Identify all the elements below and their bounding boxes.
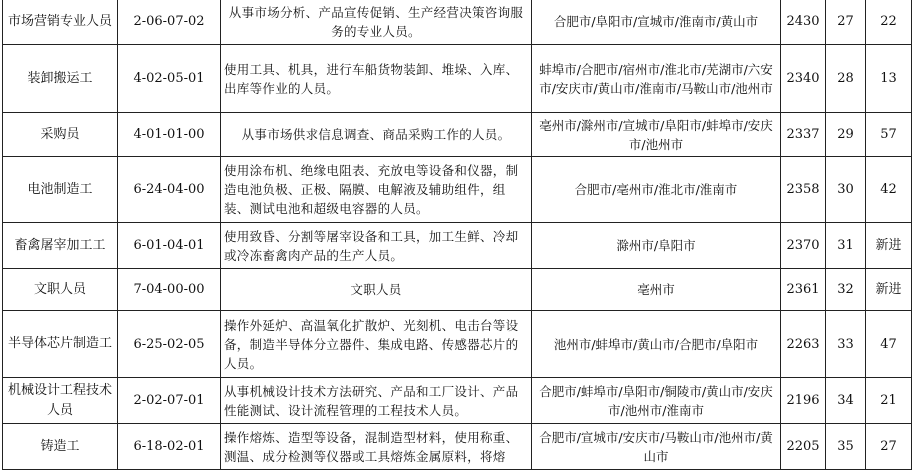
demand-count-cell: 2263	[781, 311, 826, 378]
occupation-code-cell: 6-18-02-01	[118, 424, 221, 470]
occupation-name-cell: 铸造工	[3, 424, 118, 470]
occupation-code-cell: 7-04-00-00	[118, 269, 221, 311]
demand-count-cell: 2205	[781, 424, 826, 470]
demand-count-cell: 2370	[781, 223, 826, 269]
cities-cell: 合肥市/蚌埠市/阜阳市/铜陵市/黄山市/安庆市/池州市/淮南市	[532, 378, 781, 424]
occupation-code-cell: 6-01-04-01	[118, 223, 221, 269]
demand-count-cell: 2361	[781, 269, 826, 311]
table-row	[3, 424, 912, 470]
rank-change-cell: 42	[866, 157, 912, 223]
rank-change-cell: 13	[866, 45, 912, 113]
rank-cell: 29	[826, 113, 866, 157]
rank-change-cell: 21	[866, 378, 912, 424]
occupation-code-cell: 4-01-01-00	[118, 113, 221, 157]
table-row	[3, 157, 912, 223]
demand-count-cell: 2358	[781, 157, 826, 223]
cities-cell: 亳州市	[532, 269, 781, 311]
occupation-description-cell: 从事市场供求信息调查、商品采购工作的人员。	[221, 113, 532, 157]
rank-change-cell: 27	[866, 424, 912, 470]
rank-cell: 27	[826, 0, 866, 45]
occupation-name-cell: 机械设计工程技术人员	[3, 378, 118, 424]
table-row	[3, 223, 912, 269]
occupation-name-cell: 市场营销专业人员	[3, 0, 118, 45]
rank-cell: 32	[826, 269, 866, 311]
demand-count-cell: 2340	[781, 45, 826, 113]
rank-change-cell: 47	[866, 311, 912, 378]
demand-count-cell: 2337	[781, 113, 826, 157]
occupation-description-cell: 操作熔炼、造型等设备，混制造型材料，使用称重、测温、成分检测等仪器或工具熔炼金属原料，将熔	[221, 424, 532, 470]
cities-cell: 合肥市/阜阳市/宣城市/淮南市/黄山市	[532, 0, 781, 45]
table-row	[3, 311, 912, 378]
occupation-description-cell: 从事市场分析、产品宣传促销、生产经营决策咨询服务的专业人员。	[221, 0, 532, 45]
table-row	[3, 378, 912, 424]
rank-change-cell: 57	[866, 113, 912, 157]
rank-cell: 30	[826, 157, 866, 223]
rank-change-cell: 新进	[866, 223, 912, 269]
occupation-name-cell: 采购员	[3, 113, 118, 157]
rank-change-cell: 22	[866, 0, 912, 45]
rank-change-cell: 新进	[866, 269, 912, 311]
occupation-name-cell: 畜禽屠宰加工工	[3, 223, 118, 269]
occupation-description-cell: 从事机械设计技术方法研究、产品和工厂设计、产品性能测试、设计流程管理的工程技术人员。	[221, 378, 532, 424]
occupation-description-cell: 文职人员	[221, 269, 532, 311]
occupation-name-cell: 半导体芯片制造工	[3, 311, 118, 378]
cities-cell: 池州市/蚌埠市/黄山市/合肥市/阜阳市	[532, 311, 781, 378]
occupation-code-cell: 2-02-07-01	[118, 378, 221, 424]
occupation-name-cell: 装卸搬运工	[3, 45, 118, 113]
table-row	[3, 113, 912, 157]
rank-cell: 33	[826, 311, 866, 378]
occupation-name-cell: 文职人员	[3, 269, 118, 311]
occupation-code-cell: 4-02-05-01	[118, 45, 221, 113]
rank-cell: 35	[826, 424, 866, 470]
occupation-description-cell: 使用涂布机、绝缘电阻表、充放电等设备和仪器，制造电池负极、正极、隔膜、电解液及辅助组件，组装、测试电池和超级电容器的人员。	[221, 157, 532, 223]
occupation-description-cell: 使用工具、机具，进行车船货物装卸、堆垛、入库、出库等作业的人员。	[221, 45, 532, 113]
table-row	[3, 45, 912, 113]
occupation-name-cell: 电池制造工	[3, 157, 118, 223]
cities-cell: 合肥市/亳州市/淮北市/淮南市	[532, 157, 781, 223]
rank-cell: 28	[826, 45, 866, 113]
occupation-description-cell: 使用致昏、分割等屠宰设备和工具，加工生鲜、冷却或冷冻畜禽肉产品的生产人员。	[221, 223, 532, 269]
cities-cell: 合肥市/宣城市/安庆市/马鞍山市/池州市/黄山市	[532, 424, 781, 470]
occupation-code-cell: 2-06-07-02	[118, 0, 221, 45]
occupation-description-cell: 操作外延炉、高温氧化扩散炉、光刻机、电击台等设备，制造半导体分立器件、集成电路、传感器芯片的人员。	[221, 311, 532, 378]
rank-cell: 31	[826, 223, 866, 269]
table-row	[3, 0, 912, 45]
occupation-code-cell: 6-25-02-05	[118, 311, 221, 378]
demand-count-cell: 2196	[781, 378, 826, 424]
cities-cell: 蚌埠市/合肥市/宿州市/淮北市/芜湖市/六安市/安庆市/黄山市/淮南市/马鞍山市/池州市	[532, 45, 781, 113]
table-row	[3, 269, 912, 311]
rank-cell: 34	[826, 378, 866, 424]
demand-count-cell: 2430	[781, 0, 826, 45]
cities-cell: 亳州市/滁州市/宣城市/阜阳市/蚌埠市/安庆市/池州市	[532, 113, 781, 157]
occupation-table	[2, 0, 912, 470]
occupation-code-cell: 6-24-04-00	[118, 157, 221, 223]
cities-cell: 滁州市/阜阳市	[532, 223, 781, 269]
